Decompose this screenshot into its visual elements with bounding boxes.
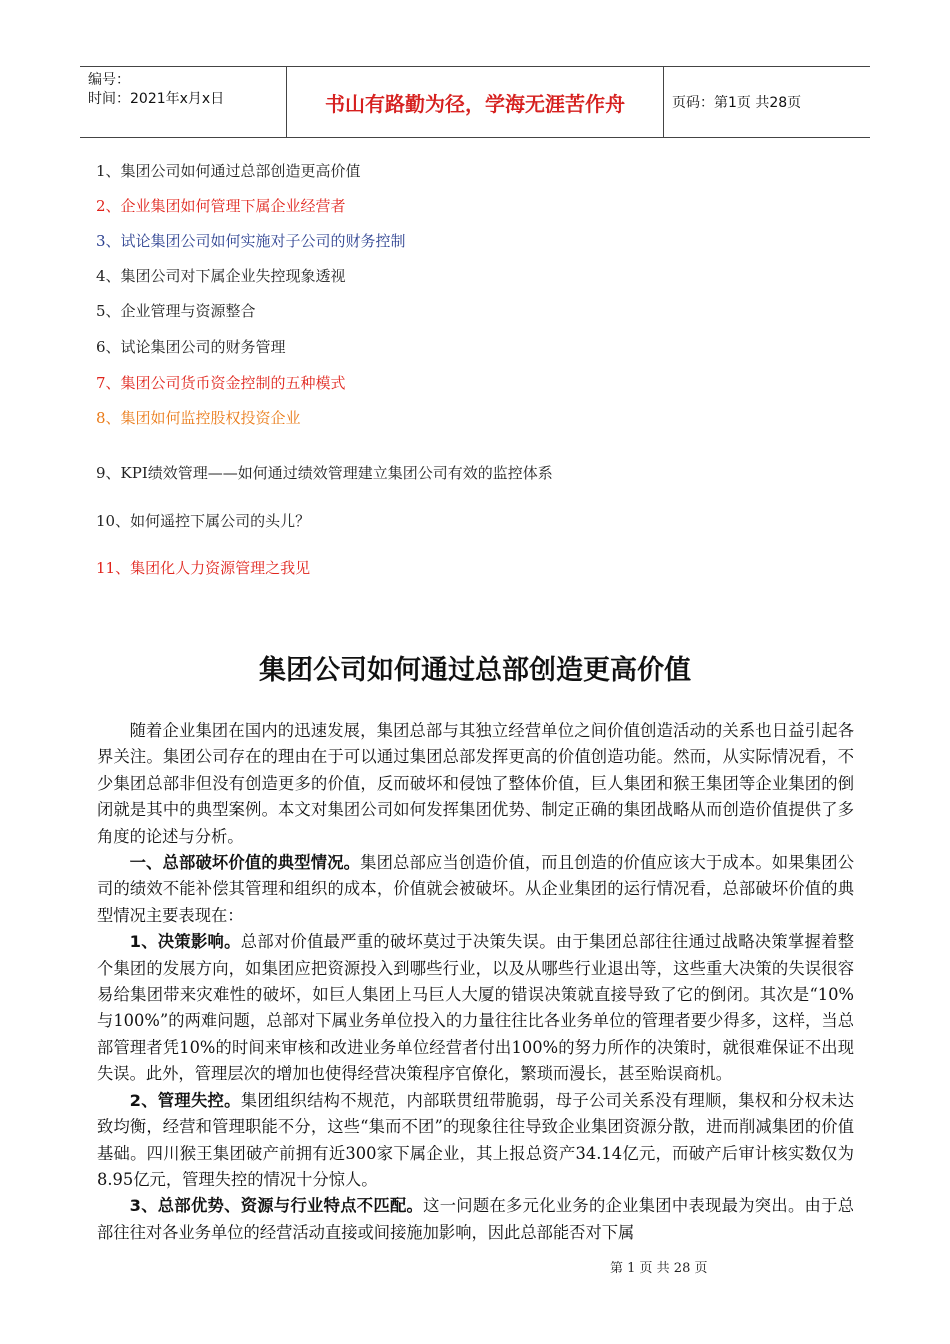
- toc-item-9[interactable]: 9、KPI绩效管理——如何通过绩效管理建立集团公司有效的监控体系: [96, 464, 553, 482]
- paragraph: 3、总部优势、资源与行业特点不匹配。这一问题在多元化业务的企业集团中表现最为突出。由于总部往往对各业务单位的经营活动直接或间接施加影响，因此总部能否对下属: [97, 1196, 854, 1242]
- section-heading: 1、决策影响。: [129, 932, 241, 952]
- document-title: 集团公司如何通过总部创造更高价值: [259, 655, 691, 686]
- toc-item-2[interactable]: 2、企业集团如何管理下属企业经营者: [96, 197, 346, 215]
- toc-item-5[interactable]: 5、企业管理与资源整合: [96, 302, 256, 320]
- header-page-info: 页码：第1页 共28页: [672, 95, 802, 111]
- paragraph: 2、管理失控。集团组织结构不规范，内部联贯纽带脆弱，母子公司关系没有理顺，集权和分权未达致均衡，经营和管理职能不分，这些“集而不团”的现象往往导致企业集团资源分散，进而削减集团的价值基础。四川猴王集团破产前拥有近300家下属企业，其上报总资产34.14亿元，而破产后审计核实数仅为8.95亿元，管理失控的情况十分惊人。: [97, 1090, 854, 1189]
- time-label: 时间：2021年x月x日: [88, 91, 225, 107]
- toc-item-11[interactable]: 11、集团化人力资源管理之我见: [96, 559, 311, 577]
- toc-item-8[interactable]: 8、集团如何监控股权投资企业: [96, 409, 301, 427]
- toc-item-4[interactable]: 4、集团公司对下属企业失控现象透视: [96, 267, 346, 285]
- toc-item-1[interactable]: 1、集团公司如何通过总部创造更高价值: [96, 162, 361, 180]
- header-motto: 书山有路勤为径，学海无涯苦作舟: [287, 67, 664, 137]
- toc-item-6[interactable]: 6、试论集团公司的财务管理: [96, 338, 286, 356]
- section-heading: 2、管理失控。: [129, 1090, 241, 1110]
- number-label: 编号：: [88, 72, 130, 88]
- section-heading: 3、总部优势、资源与行业特点不匹配。: [129, 1196, 424, 1216]
- section-heading: 一、总部破坏价值的典型情况。: [129, 853, 361, 873]
- header-meta: [80, 67, 287, 137]
- article-body: [97, 718, 854, 1246]
- paragraph: 1、决策影响。总部对价值最严重的破坏莫过于决策失误。由于集团总部往往通过战略决策掌握着整个集团的发展方向，如集团应把资源投入到哪些行业，以及从哪些行业退出等，这些重大决策的失误很容易给集团带来灾难性的破坏，如巨人集团上马巨人大厦的错误决策就直接导致了它的倒闭。其次是“10%与100%”的两难问题，总部对下属业务单位投入的力量往往比各业务单位的管理者要少得多，这样，当总部管理者凭10%的时间来审核和改进业务单位经营者付出100%的努力所作的决策时，就很难保证不出现失误。此外，管理层次的增加也使得经营决策程序官僚化，繁琐而漫长，甚至贻误商机。: [97, 932, 854, 1084]
- footer-page-number: 第 1 页 共 28 页: [610, 1261, 708, 1276]
- toc-item-3[interactable]: 3、试论集团公司如何实施对子公司的财务控制: [96, 232, 406, 250]
- paragraph: 随着企业集团在国内的迅速发展，集团总部与其独立经营单位之间价值创造活动的关系也日益引起各界关注。集团公司存在的理由在于可以通过集团总部发挥更高的价值创造功能。然而，从实际情况看，不少集团总部非但没有创造更多的价值，反而破坏和侵蚀了整体价值，巨人集团和猴王集团等企业集团的倒闭就是其中的典型案例。本文对集团公司如何发挥集团优势、制定正确的集团战略从而创造价值提供了多角度的论述与分析。: [97, 721, 854, 846]
- toc-item-7[interactable]: 7、集团公司货币资金控制的五种模式: [96, 374, 346, 392]
- header-table: [80, 66, 870, 138]
- toc-item-10[interactable]: 10、如何遥控下属公司的头儿？: [96, 512, 311, 530]
- paragraph: 一、总部破坏价值的典型情况。集团总部应当创造价值，而且创造的价值应该大于成本。如果集团公司的绩效不能补偿其管理和组织的成本，价值就会被破坏。从企业集团的运行情况看，总部破坏价值的典型情况主要表现在：: [97, 853, 854, 925]
